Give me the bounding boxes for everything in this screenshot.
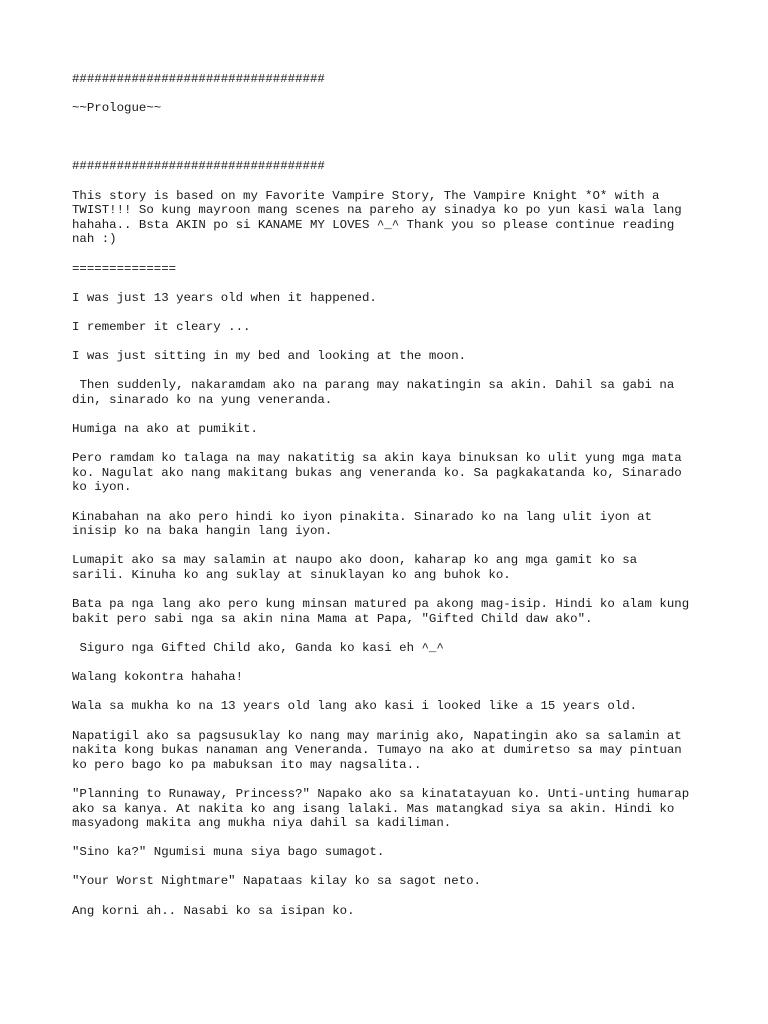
separator-equals: ============== [72, 261, 177, 276]
story-paragraph: Kinabahan na ako pero hindi ko iyon pinakita. Sinarado ko na lang ulit iyon at inisip ko na baka hangin lang iyon. [72, 509, 652, 539]
story-paragraph: Lumapit ako sa may salamin at naupo ako doon, kaharap ko ang mga gamit ko sa sarili. Kinuha ko ang suklay at sinuklayan ko ang buhok ko. [72, 553, 638, 582]
story-paragraph: "Planning to Runaway, Princess?" Napako ako sa kinatatayuan ko. Unti-unting humarap ako sa kanya. At nakita ko ang isang lalaki. Mas matangkad siya sa akin. Hindi ko masyadong makita ang mukha niya dahil sa kadiliman. [72, 786, 690, 831]
story-paragraph: Napatigil ako sa pagsusuklay ko nang may marinig ako, Napatingin ako sa salamin at nakita kong bukas nanaman ang Veneranda. Tumayo na ako at dumiretso sa may pintuan ko pero bago ko pa mabuksan ito may nagsalita.. [72, 728, 682, 772]
story-paragraph: Wala sa mukha ko na 13 years old lang ako kasi i looked like a 15 years old. [72, 699, 638, 714]
story-paragraph: Ang korni ah.. Nasabi ko sa isipan ko. [72, 903, 355, 918]
story-paragraph: "Sino ka?" Ngumisi muna siya bago sumagot. [72, 845, 385, 860]
story-paragraph: Humiga na ako at pumikit. [72, 422, 258, 437]
story-paragraph: Pero ramdam ko talaga na may nakatitig sa akin kaya binuksan ko ulit yung mga mata ko. Nagulat ako nang makitang bukas ang veneranda ko. Sa pagkakatanda ko, Sinarado ko iyon. [72, 451, 682, 495]
blank-spacer [72, 130, 712, 159]
story-paragraph: I remember it cleary ... [72, 319, 251, 334]
prologue-heading: ~~Prologue~~ [72, 101, 162, 116]
document-page [72, 72, 712, 933]
separator-hash-bottom: ################################## [72, 159, 325, 174]
story-paragraph: I was just 13 years old when it happened. [72, 290, 377, 305]
author-note-paragraph: This story is based on my Favorite Vampire Story, The Vampire Knight *O* with a TWIST!!! So kung mayroon mang scenes na pareho ay sinadya ko po yun kasi wala lang hahaha.. Bsta AKIN po si KANAME MY LOVES ^_^ Thank you so please continue reading nah :) [72, 188, 682, 247]
story-paragraph: Bata pa nga lang ako pero kung minsan matured pa akong mag-isip. Hindi ko alam kung bakit pero sabi nga sa akin nina Mama at Papa, "Gifted Child daw ako". [72, 597, 690, 626]
story-paragraph: Walang kokontra hahaha! [72, 670, 244, 685]
story-paragraph: Then suddenly, nakaramdam ako na parang may nakatingin sa akin. Dahil sa gabi na din, sinarado ko na yung veneranda. [72, 378, 675, 407]
separator-hash-top: ################################## [72, 72, 325, 86]
story-paragraph: Siguro nga Gifted Child ako, Ganda ko kasi eh ^_^ [72, 640, 444, 655]
story-paragraph: "Your Worst Nightmare" Napataas kilay ko sa sagot neto. [72, 874, 481, 889]
story-paragraph: I was just sitting in my bed and looking at the moon. [72, 349, 467, 364]
